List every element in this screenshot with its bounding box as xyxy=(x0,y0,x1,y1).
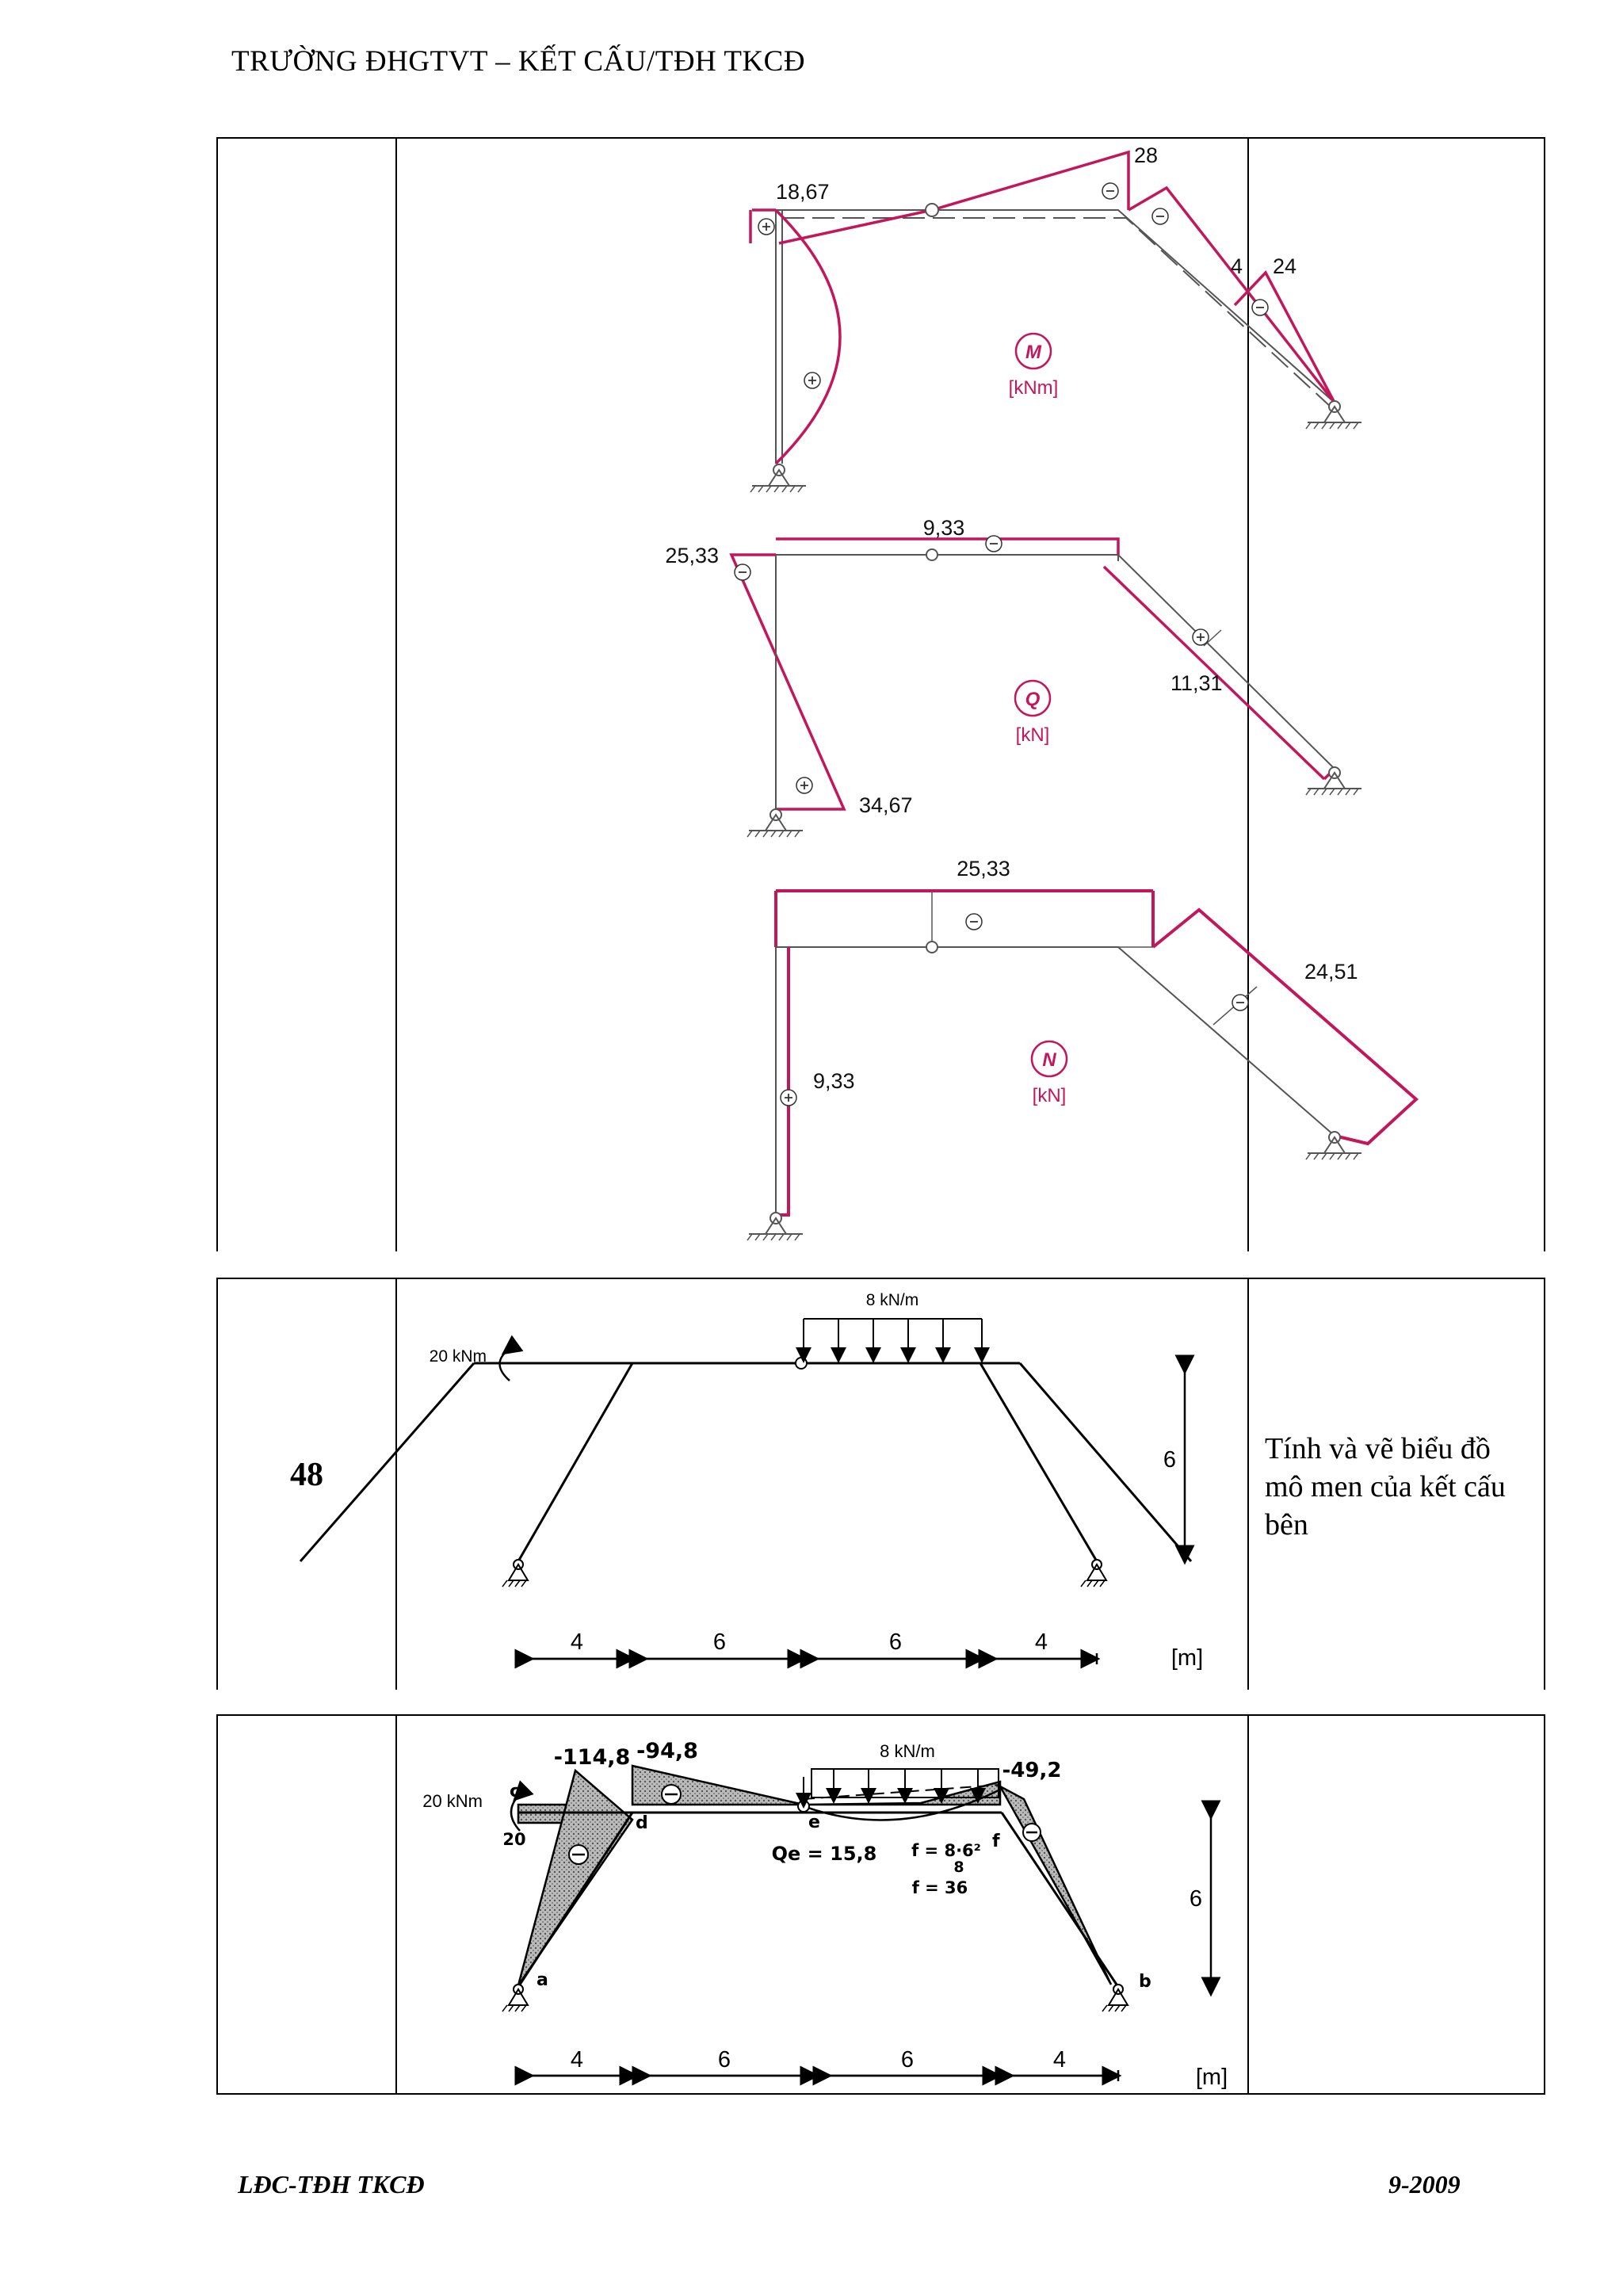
q-unit: [kN] xyxy=(1015,724,1050,746)
task-text: Tính và vẽ biểu đồ mô men của kết cấu bên xyxy=(1265,1432,1506,1541)
m-label-corner-right: 28 xyxy=(1134,143,1159,167)
shear-outline xyxy=(731,539,1335,809)
span-3-label: 6 xyxy=(888,1629,903,1655)
hinge-icon xyxy=(926,549,938,560)
node-d-label: d xyxy=(636,1813,648,1833)
m-label-mid-b: 24 xyxy=(1273,254,1297,278)
n-label-column: 9,33 xyxy=(813,1069,855,1093)
distributed-load xyxy=(804,1319,982,1355)
hinge-icon xyxy=(798,1801,809,1812)
hinge-icon xyxy=(796,1358,807,1369)
n-label-beam: 25,33 xyxy=(957,857,1010,881)
diagram-cell xyxy=(397,1716,1249,2093)
node-b-label: b xyxy=(1139,1972,1151,1992)
span-1-label: 4 xyxy=(570,2047,584,2073)
page-header: TRƯỜNG ĐHGTVT – KẾT CẤU/TĐH TKCĐ xyxy=(231,45,806,78)
q-label-col-top: 25,33 xyxy=(665,544,719,567)
moment-arrow-icon xyxy=(500,1349,510,1381)
task-cell xyxy=(1249,1716,1544,2093)
unit-label: [m] xyxy=(1170,1645,1204,1671)
node-e-label: e xyxy=(808,1813,820,1832)
plus-sign-icon xyxy=(781,1090,796,1106)
node-c-label: c xyxy=(510,1782,521,1801)
minus-sign-icon xyxy=(1152,208,1168,224)
span-2-label: 6 xyxy=(712,1629,727,1655)
m-label-corner-left: 18,67 xyxy=(776,180,830,204)
span-3-label: 6 xyxy=(900,2047,915,2073)
diagram-cell xyxy=(397,139,1358,1251)
minus-sign-icon xyxy=(986,536,1002,552)
m-f-label: -49,2 xyxy=(1002,1759,1062,1782)
height-label: 6 xyxy=(1163,1447,1177,1473)
load-label: 8 kN/m xyxy=(865,1291,919,1309)
m-c-label: 20 xyxy=(502,1830,526,1849)
height-label: 6 xyxy=(1189,1886,1203,1912)
n-label-incline: 24,51 xyxy=(1304,960,1358,984)
minus-sign-icon xyxy=(735,564,750,580)
m-label-mid-a: 4 xyxy=(1231,254,1243,278)
frame-structure xyxy=(300,1363,1191,1561)
q-label-incline: 11,31 xyxy=(1170,671,1223,695)
moment-curve xyxy=(752,152,1335,464)
unit-label: [m] xyxy=(1195,2065,1228,2090)
support-icon xyxy=(747,1213,803,1240)
plus-sign-icon xyxy=(804,372,820,388)
problem-structure-diagram xyxy=(397,1279,1247,1690)
footer-left: LĐC-TĐH TKCĐ xyxy=(238,2170,425,2199)
moment-label: 20 kNm xyxy=(422,1791,483,1811)
load-label: 8 kN/m xyxy=(880,1741,935,1761)
m-badge-text: M xyxy=(1025,342,1041,363)
support-a-icon xyxy=(502,1985,528,2011)
span-dimension xyxy=(518,2070,1118,2081)
minus-sign-icon xyxy=(966,914,982,930)
support-icon xyxy=(747,809,803,837)
problem-number: 48 xyxy=(290,1457,323,1493)
span-4-label: 4 xyxy=(1034,1629,1048,1655)
support-a-icon xyxy=(502,1560,528,1587)
solution-moment-diagram xyxy=(397,1716,1247,2093)
m-unit: [kNm] xyxy=(1008,377,1059,399)
task-cell xyxy=(1249,1279,1544,1690)
f-formula-c: f = 36 xyxy=(911,1878,968,1897)
problem-row xyxy=(216,1278,1545,1690)
node-f-label: f xyxy=(992,1832,1000,1851)
support-b-icon xyxy=(1081,1560,1106,1587)
plus-sign-icon xyxy=(1193,629,1209,645)
q-label-col-bottom: 34,67 xyxy=(859,793,913,817)
number-cell xyxy=(218,1716,397,2093)
q-badge-text: Q xyxy=(1025,689,1041,710)
minus-sign-icon xyxy=(1102,183,1118,199)
plus-sign-icon xyxy=(758,219,774,235)
minus-sign-icon xyxy=(1232,995,1248,1010)
moment-label: 20 kNm xyxy=(429,1347,487,1366)
f-formula-b: 8 xyxy=(953,1859,964,1876)
support-icon xyxy=(750,464,806,492)
support-b-icon xyxy=(1102,1985,1128,2011)
m-d-left-label: -114,8 xyxy=(553,1745,631,1770)
number-cell xyxy=(218,139,397,1251)
n-badge-text: N xyxy=(1042,1049,1056,1071)
n-unit: [kN] xyxy=(1032,1085,1067,1106)
diagram-cell xyxy=(397,1279,1249,1690)
span-4-label: 4 xyxy=(1052,2047,1067,2073)
hinge-icon xyxy=(926,942,938,953)
solution-row xyxy=(216,1714,1545,2095)
node-a-label: a xyxy=(537,1970,548,1990)
f-formula-a: f = 8·6² xyxy=(911,1841,981,1860)
number-cell xyxy=(218,1279,397,1690)
q-label-beam: 9,33 xyxy=(922,516,965,540)
span-2-label: 6 xyxy=(717,2047,731,2073)
qe-label: Qe = 15,8 xyxy=(771,1843,877,1865)
hinge-icon xyxy=(926,204,938,216)
span-1-label: 4 xyxy=(570,1629,584,1655)
m-d-right-label: -94,8 xyxy=(636,1739,698,1763)
solution-diagrams-row xyxy=(216,137,1545,1251)
span-dimension xyxy=(518,1653,1097,1664)
plus-sign-icon xyxy=(796,777,812,793)
task-cell xyxy=(1249,139,1544,1251)
internal-force-diagrams xyxy=(397,139,1358,1251)
footer-right: 9-2009 xyxy=(1388,2170,1461,2199)
